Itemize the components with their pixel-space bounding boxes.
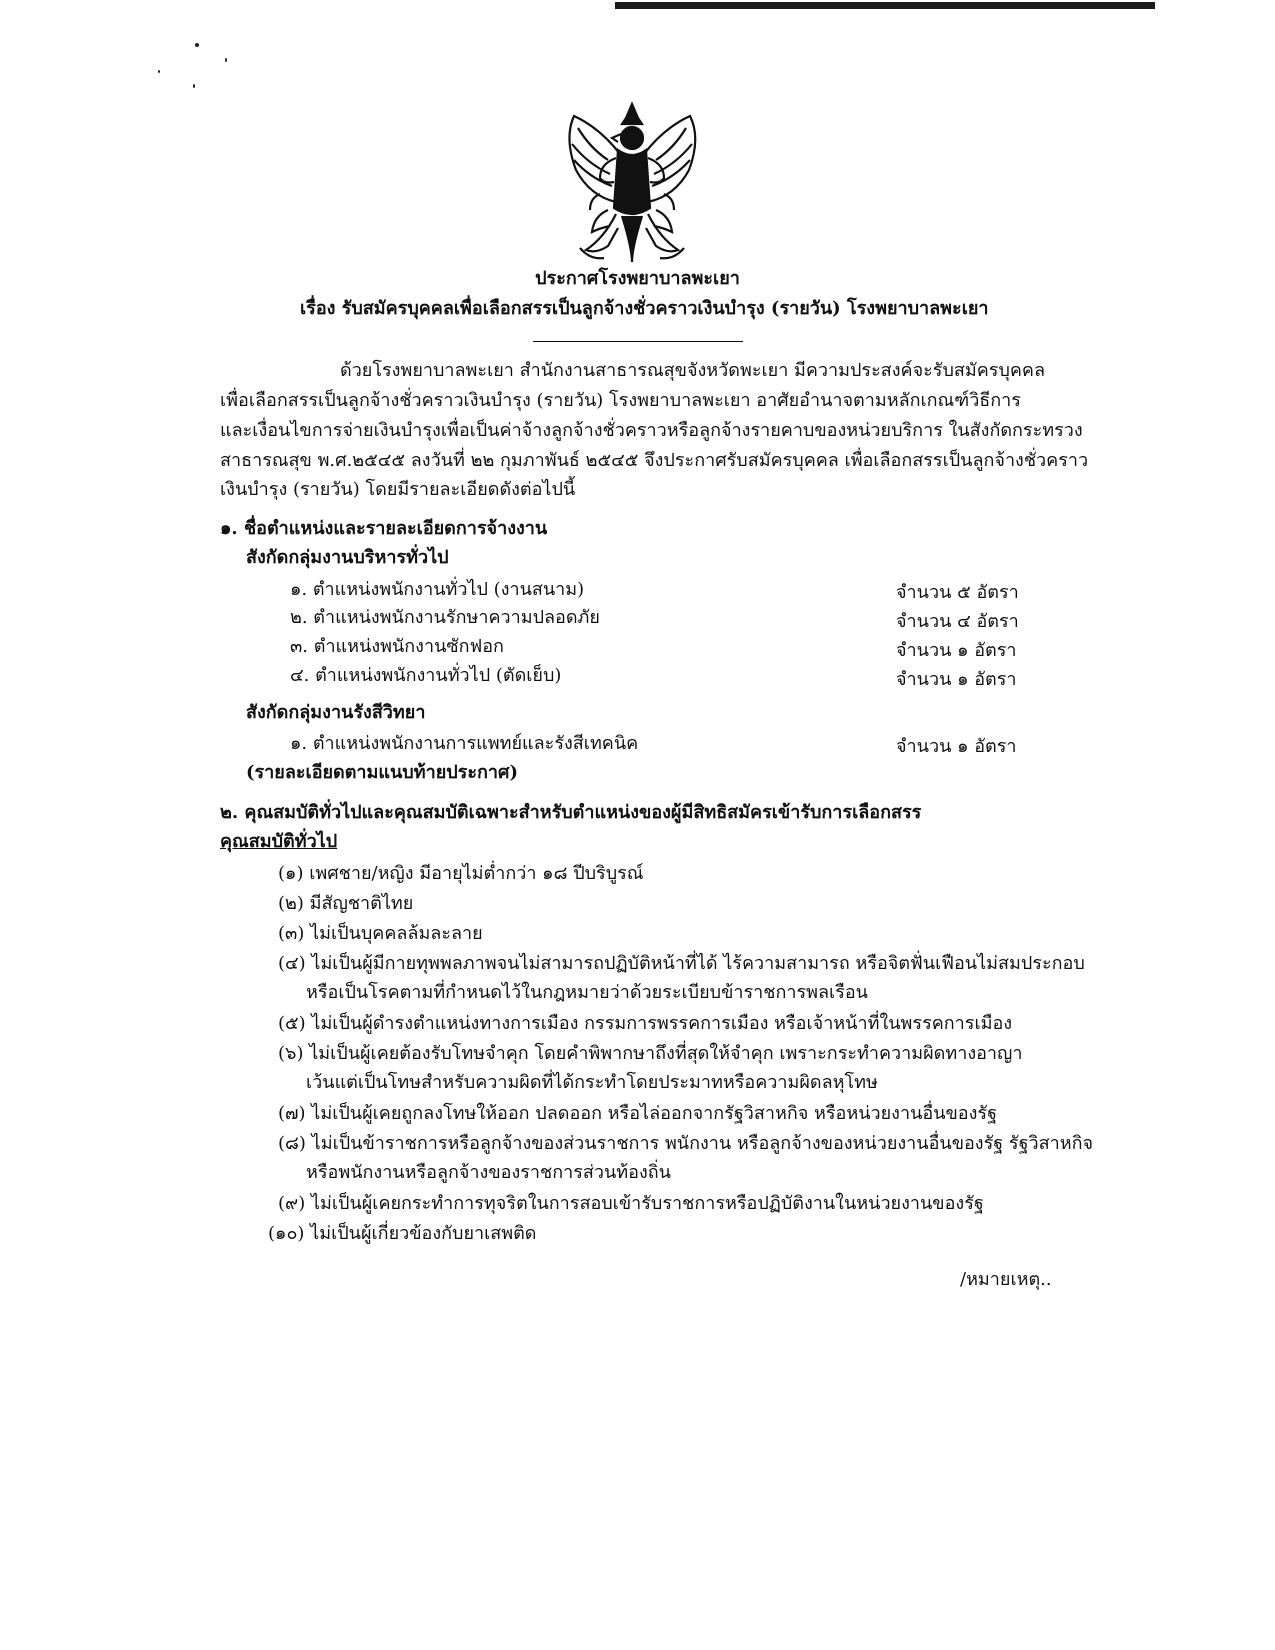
intro-line: เงินบำรุง (รายวัน) โดยมีรายละเอียดดังต่อไปนี้	[220, 479, 576, 500]
scan-speck	[225, 58, 227, 62]
section-1-heading: ๑. ชื่อตำแหน่งและรายละเอียดการจ้างงาน	[220, 518, 548, 539]
section-2-subheading: คุณสมบัติทั่วไป	[220, 831, 338, 852]
position-qty: จำนวน ๑ อัตรา	[896, 669, 1017, 690]
qualification-item: หรือพนักงานหรือลูกจ้างของราชการส่วนท้องถิ่น	[306, 1162, 671, 1183]
position-qty: จำนวน ๑ อัตรา	[896, 736, 1017, 757]
qualification-item: (๘) ไม่เป็นข้าราชการหรือลูกจ้างของส่วนราชการ พนักงาน หรือลูกจ้างของหน่วยงานอื่นของรัฐ รัฐวิสาหกิจ	[278, 1133, 1094, 1154]
garuda-emblem-icon	[560, 98, 705, 268]
section-2-heading: ๒. คุณสมบัติทั่วไปและคุณสมบัติเฉพาะสำหรับตำแหน่งของผู้มีสิทธิสมัครเข้ารับการเลือกสรร	[220, 802, 922, 823]
intro-line: เพื่อเลือกสรรเป็นลูกจ้างชั่วคราวเงินบำรุง (รายวัน) โรงพยาบาลพะเยา อาศัยอำนาจตามหลักเกณฑ์วิธีการ	[220, 390, 1021, 411]
scan-speck	[158, 70, 160, 73]
position-qty: จำนวน ๑ อัตรา	[896, 640, 1017, 661]
group-2-name: สังกัดกลุ่มงานรังสีวิทยา	[246, 702, 426, 723]
qualification-item: (๑๐) ไม่เป็นผู้เกี่ยวข้องกับยาเสพติด	[268, 1223, 537, 1244]
qualification-item: (๕) ไม่เป็นผู้ดำรงตำแหน่งทางการเมือง กรรมการพรรคการเมือง หรือเจ้าหน้าที่ในพรรคการเมือง	[278, 1013, 1013, 1034]
intro-line: และเงื่อนไขการจ่ายเงินบำรุงเพื่อเป็นค่าจ้างลูกจ้างชั่วคราวหรือลูกจ้างรายคาบของหน่วยบริการ ในสังกัดกระทรวง	[220, 420, 1083, 441]
qualification-item: (๗) ไม่เป็นผู้เคยถูกลงโทษให้ออก ปลดออก หรือไล่ออกจากรัฐวิสาหกิจ หรือหน่วยงานอื่นของรัฐ	[278, 1103, 998, 1124]
section-1-note: (รายละเอียดตามแนบท้ายประกาศ)	[246, 762, 518, 783]
intro-line: สาธารณสุข พ.ศ.๒๕๔๕ ลงวันที่ ๒๒ กุมภาพันธ์ ๒๕๔๕ จึงประกาศรับสมัครบุคคล เพื่อเลือกสรรเป็นลูกจ้างชั่วคราว	[220, 450, 1089, 471]
position-label: ๔. ตำแหน่งพนักงานทั่วไป (ตัดเย็บ)	[290, 665, 562, 686]
scan-speck	[193, 84, 195, 88]
qualification-item: (๑) เพศชาย/หญิง มีอายุไม่ต่ำกว่า ๑๘ ปีบริบูรณ์	[278, 863, 644, 884]
position-label: ๑. ตำแหน่งพนักงานทั่วไป (งานสนาม)	[290, 579, 585, 600]
scan-speck	[195, 43, 199, 47]
qualification-item: เว้นแต่เป็นโทษสำหรับความผิดที่ได้กระทำโดยประมาทหรือความผิดลหุโทษ	[306, 1072, 878, 1093]
qualification-item: (๔) ไม่เป็นผู้มีกายทุพพลภาพจนไม่สามารถปฏิบัติหน้าที่ได้ ไร้ความสามารถ หรือจิตฟั่นเฟือนไม่สมประกอบ	[278, 953, 1085, 974]
position-qty: จำนวน ๔ อัตรา	[896, 611, 1019, 632]
continued-marker: /หมายเหตุ..	[960, 1269, 1052, 1290]
position-label: ๑. ตำแหน่งพนักงานการแพทย์และรังสีเทคนิค	[290, 733, 639, 754]
qualification-item: (๖) ไม่เป็นผู้เคยต้องรับโทษจำคุก โดยคำพิพากษาถึงที่สุดให้จำคุก เพราะกระทำความผิดทางอาญา	[278, 1043, 1023, 1064]
scan-edge-line	[615, 2, 1155, 9]
qualification-item: (๒) มีสัญชาติไทย	[278, 893, 414, 914]
qualification-item: หรือเป็นโรคตามที่กำหนดไว้ในกฎหมายว่าด้วยระเบียบข้าราชการพลเรือน	[306, 982, 868, 1003]
qualification-item: (๙) ไม่เป็นผู้เคยกระทำการทุจริตในการสอบเข้ารับราชการหรือปฏิบัติงานในหน่วยงานของรัฐ	[278, 1193, 984, 1214]
position-qty: จำนวน ๕ อัตรา	[896, 582, 1019, 603]
page-subject: เรื่อง รับสมัครบุคคลเพื่อเลือกสรรเป็นลูกจ้างชั่วคราวเงินบำรุง (รายวัน) โรงพยาบาลพะเยา	[300, 298, 989, 319]
position-label: ๒. ตำแหน่งพนักงานรักษาความปลอดภัย	[290, 607, 600, 628]
group-1-name: สังกัดกลุ่มงานบริหารทั่วไป	[246, 547, 449, 568]
intro-line: ด้วยโรงพยาบาลพะเยา สำนักงานสาธารณสุขจังหวัดพะเยา มีความประสงค์จะรับสมัครบุคคล	[340, 360, 1045, 381]
title-divider	[533, 341, 743, 342]
page-title: ประกาศโรงพยาบาลพะเยา	[535, 268, 740, 289]
position-label: ๓. ตำแหน่งพนักงานซักฟอก	[290, 636, 504, 657]
qualification-item: (๓) ไม่เป็นบุคคลล้มละลาย	[278, 923, 483, 944]
